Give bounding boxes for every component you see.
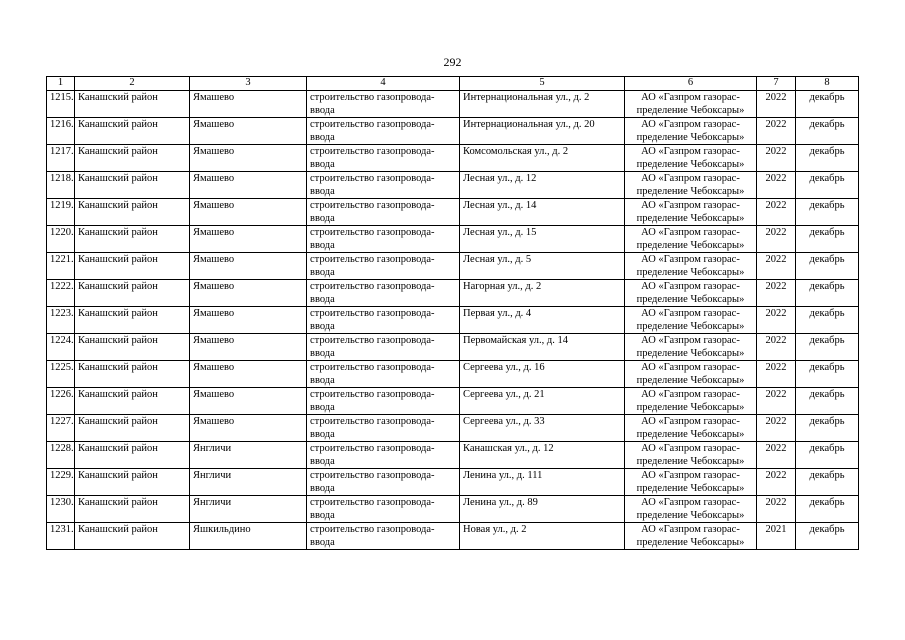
work-type-line-1: строительство газопровода- xyxy=(310,308,435,319)
month-cell: декабрь xyxy=(796,523,859,550)
organization-line-2: пределение Чебоксары» xyxy=(636,132,745,143)
year-cell: 2022 xyxy=(757,172,796,199)
work-type-line-1: строительство газопровода- xyxy=(310,389,435,400)
address-cell: Сергеева ул., д. 16 xyxy=(460,361,625,388)
row-number-cell: 1229. xyxy=(47,469,75,496)
work-type-cell xyxy=(307,307,460,334)
organization-line-1: АО «Газпром газорас- xyxy=(641,389,740,400)
work-type-cell xyxy=(307,334,460,361)
month-cell: декабрь xyxy=(796,118,859,145)
organization-line-1: АО «Газпром газорас- xyxy=(641,524,740,535)
organization-cell xyxy=(625,91,757,118)
month-cell: декабрь xyxy=(796,91,859,118)
column-header: 2 xyxy=(75,77,190,91)
month-cell: декабрь xyxy=(796,199,859,226)
row-number-cell: 1215. xyxy=(47,91,75,118)
table-row xyxy=(47,253,859,280)
row-number-cell: 1225. xyxy=(47,361,75,388)
work-type-line-2: ввода xyxy=(310,483,335,494)
work-type-cell xyxy=(307,253,460,280)
work-type-cell xyxy=(307,172,460,199)
organization-line-1: АО «Газпром газорас- xyxy=(641,254,740,265)
year-cell: 2021 xyxy=(757,523,796,550)
table-row xyxy=(47,145,859,172)
month-cell: декабрь xyxy=(796,361,859,388)
year-cell: 2022 xyxy=(757,334,796,361)
work-type-line-2: ввода xyxy=(310,267,335,278)
month-cell: декабрь xyxy=(796,388,859,415)
year-cell: 2022 xyxy=(757,442,796,469)
organization-cell xyxy=(625,442,757,469)
address-cell: Сергеева ул., д. 33 xyxy=(460,415,625,442)
month-cell: декабрь xyxy=(796,334,859,361)
settlement-cell: Ямашево xyxy=(190,361,307,388)
work-type-line-1: строительство газопровода- xyxy=(310,173,435,184)
district-cell: Канашский район xyxy=(75,307,190,334)
address-cell: Первая ул., д. 4 xyxy=(460,307,625,334)
work-type-line-2: ввода xyxy=(310,213,335,224)
work-type-cell xyxy=(307,415,460,442)
year-cell: 2022 xyxy=(757,145,796,172)
district-cell: Канашский район xyxy=(75,334,190,361)
organization-cell xyxy=(625,496,757,523)
district-cell: Канашский район xyxy=(75,253,190,280)
organization-line-2: пределение Чебоксары» xyxy=(636,159,745,170)
organization-line-1: АО «Газпром газорас- xyxy=(641,416,740,427)
work-type-line-2: ввода xyxy=(310,510,335,521)
address-cell: Интернациональная ул., д. 20 xyxy=(460,118,625,145)
organization-line-1: АО «Газпром газорас- xyxy=(641,335,740,346)
year-cell: 2022 xyxy=(757,361,796,388)
work-type-cell xyxy=(307,226,460,253)
row-number-cell: 1228. xyxy=(47,442,75,469)
settlement-cell: Ямашево xyxy=(190,253,307,280)
row-number-cell: 1217. xyxy=(47,145,75,172)
year-cell: 2022 xyxy=(757,469,796,496)
work-type-line-2: ввода xyxy=(310,105,335,116)
address-cell: Нагорная ул., д. 2 xyxy=(460,280,625,307)
district-cell: Канашский район xyxy=(75,199,190,226)
organization-line-1: АО «Газпром газорас- xyxy=(641,200,740,211)
month-cell: декабрь xyxy=(796,496,859,523)
settlement-cell: Ямашево xyxy=(190,145,307,172)
row-number-cell: 1231. xyxy=(47,523,75,550)
district-cell: Канашский район xyxy=(75,388,190,415)
address-cell: Лесная ул., д. 5 xyxy=(460,253,625,280)
page-number: 292 xyxy=(443,55,462,69)
work-type-line-2: ввода xyxy=(310,375,335,386)
organization-cell xyxy=(625,145,757,172)
row-number-cell: 1224. xyxy=(47,334,75,361)
organization-line-1: АО «Газпром газорас- xyxy=(641,92,740,103)
district-cell: Канашский район xyxy=(75,523,190,550)
table-row xyxy=(47,118,859,145)
work-type-line-1: строительство газопровода- xyxy=(310,92,435,103)
year-cell: 2022 xyxy=(757,253,796,280)
table-row xyxy=(47,442,859,469)
settlement-cell: Ямашево xyxy=(190,307,307,334)
organization-line-2: пределение Чебоксары» xyxy=(636,375,745,386)
table-row xyxy=(47,199,859,226)
column-header: 4 xyxy=(307,77,460,91)
work-type-line-1: строительство газопровода- xyxy=(310,335,435,346)
column-header: 5 xyxy=(460,77,625,91)
district-cell: Канашский район xyxy=(75,172,190,199)
work-type-line-2: ввода xyxy=(310,348,335,359)
row-number-cell: 1221. xyxy=(47,253,75,280)
year-cell: 2022 xyxy=(757,118,796,145)
settlement-cell: Ямашево xyxy=(190,334,307,361)
work-type-line-1: строительство газопровода- xyxy=(310,119,435,130)
settlement-cell: Ямашево xyxy=(190,91,307,118)
settlement-cell: Ямашево xyxy=(190,199,307,226)
month-cell: декабрь xyxy=(796,442,859,469)
work-type-cell xyxy=(307,280,460,307)
organization-line-1: АО «Газпром газорас- xyxy=(641,470,740,481)
address-cell: Ленина ул., д. 89 xyxy=(460,496,625,523)
district-cell: Канашский район xyxy=(75,361,190,388)
work-type-cell xyxy=(307,118,460,145)
month-cell: декабрь xyxy=(796,307,859,334)
row-number-cell: 1219. xyxy=(47,199,75,226)
register-table xyxy=(46,76,859,550)
organization-line-2: пределение Чебоксары» xyxy=(636,429,745,440)
settlement-cell: Ямашево xyxy=(190,280,307,307)
work-type-line-1: строительство газопровода- xyxy=(310,146,435,157)
organization-line-1: АО «Газпром газорас- xyxy=(641,227,740,238)
table-body xyxy=(47,77,859,550)
work-type-line-2: ввода xyxy=(310,402,335,413)
address-cell: Лесная ул., д. 14 xyxy=(460,199,625,226)
table-row xyxy=(47,307,859,334)
organization-line-2: пределение Чебоксары» xyxy=(636,456,745,467)
organization-line-2: пределение Чебоксары» xyxy=(636,294,745,305)
organization-line-2: пределение Чебоксары» xyxy=(636,348,745,359)
year-cell: 2022 xyxy=(757,226,796,253)
month-cell: декабрь xyxy=(796,145,859,172)
row-number-cell: 1218. xyxy=(47,172,75,199)
table-row xyxy=(47,388,859,415)
district-cell: Канашский район xyxy=(75,415,190,442)
year-cell: 2022 xyxy=(757,415,796,442)
work-type-line-2: ввода xyxy=(310,240,335,251)
organization-cell xyxy=(625,334,757,361)
work-type-line-2: ввода xyxy=(310,456,335,467)
organization-line-1: АО «Газпром газорас- xyxy=(641,497,740,508)
work-type-line-1: строительство газопровода- xyxy=(310,227,435,238)
work-type-line-1: строительство газопровода- xyxy=(310,362,435,373)
organization-cell xyxy=(625,361,757,388)
organization-line-2: пределение Чебоксары» xyxy=(636,537,745,548)
work-type-cell xyxy=(307,145,460,172)
work-type-line-1: строительство газопровода- xyxy=(310,254,435,265)
organization-line-1: АО «Газпром газорас- xyxy=(641,362,740,373)
organization-cell xyxy=(625,118,757,145)
work-type-line-1: строительство газопровода- xyxy=(310,470,435,481)
settlement-cell: Ямашево xyxy=(190,226,307,253)
settlement-cell: Ямашево xyxy=(190,388,307,415)
work-type-line-1: строительство газопровода- xyxy=(310,443,435,454)
organization-line-1: АО «Газпром газорас- xyxy=(641,173,740,184)
organization-cell xyxy=(625,226,757,253)
table-row xyxy=(47,496,859,523)
work-type-cell xyxy=(307,91,460,118)
row-number-cell: 1222. xyxy=(47,280,75,307)
organization-line-2: пределение Чебоксары» xyxy=(636,402,745,413)
work-type-line-1: строительство газопровода- xyxy=(310,200,435,211)
organization-cell xyxy=(625,388,757,415)
work-type-line-1: строительство газопровода- xyxy=(310,497,435,508)
row-number-cell: 1216. xyxy=(47,118,75,145)
month-cell: декабрь xyxy=(796,172,859,199)
organization-line-2: пределение Чебоксары» xyxy=(636,510,745,521)
work-type-cell xyxy=(307,442,460,469)
organization-cell xyxy=(625,280,757,307)
table-row xyxy=(47,415,859,442)
organization-line-1: АО «Газпром газорас- xyxy=(641,308,740,319)
month-cell: декабрь xyxy=(796,415,859,442)
address-cell: Новая ул., д. 2 xyxy=(460,523,625,550)
organization-cell xyxy=(625,172,757,199)
table-row xyxy=(47,334,859,361)
row-number-cell: 1220. xyxy=(47,226,75,253)
month-cell: декабрь xyxy=(796,253,859,280)
table-row xyxy=(47,226,859,253)
organization-line-2: пределение Чебоксары» xyxy=(636,213,745,224)
work-type-line-1: строительство газопровода- xyxy=(310,281,435,292)
column-header-row xyxy=(47,77,859,91)
work-type-line-2: ввода xyxy=(310,537,335,548)
table-row xyxy=(47,361,859,388)
column-header: 8 xyxy=(796,77,859,91)
district-cell: Канашский район xyxy=(75,469,190,496)
table-row xyxy=(47,469,859,496)
year-cell: 2022 xyxy=(757,496,796,523)
address-cell: Канашская ул., д. 12 xyxy=(460,442,625,469)
column-header: 1 xyxy=(47,77,75,91)
organization-cell xyxy=(625,523,757,550)
work-type-line-2: ввода xyxy=(310,321,335,332)
table-row xyxy=(47,523,859,550)
month-cell: декабрь xyxy=(796,280,859,307)
organization-cell xyxy=(625,199,757,226)
settlement-cell: Ямашево xyxy=(190,118,307,145)
organization-cell xyxy=(625,415,757,442)
work-type-cell xyxy=(307,199,460,226)
organization-line-2: пределение Чебоксары» xyxy=(636,240,745,251)
organization-line-1: АО «Газпром газорас- xyxy=(641,146,740,157)
address-cell: Интернациональная ул., д. 2 xyxy=(460,91,625,118)
settlement-cell: Яшкильдино xyxy=(190,523,307,550)
year-cell: 2022 xyxy=(757,199,796,226)
organization-line-2: пределение Чебоксары» xyxy=(636,321,745,332)
work-type-line-2: ввода xyxy=(310,186,335,197)
organization-line-2: пределение Чебоксары» xyxy=(636,105,745,116)
district-cell: Канашский район xyxy=(75,280,190,307)
address-cell: Ленина ул., д. 111 xyxy=(460,469,625,496)
settlement-cell: Янгличи xyxy=(190,442,307,469)
month-cell: декабрь xyxy=(796,226,859,253)
year-cell: 2022 xyxy=(757,307,796,334)
address-cell: Лесная ул., д. 15 xyxy=(460,226,625,253)
organization-line-1: АО «Газпром газорас- xyxy=(641,443,740,454)
settlement-cell: Ямашево xyxy=(190,172,307,199)
organization-cell xyxy=(625,469,757,496)
work-type-cell xyxy=(307,523,460,550)
row-number-cell: 1227. xyxy=(47,415,75,442)
column-header: 7 xyxy=(757,77,796,91)
district-cell: Канашский район xyxy=(75,496,190,523)
row-number-cell: 1226. xyxy=(47,388,75,415)
work-type-cell xyxy=(307,496,460,523)
work-type-cell xyxy=(307,361,460,388)
address-cell: Первомайская ул., д. 14 xyxy=(460,334,625,361)
address-cell: Сергеева ул., д. 21 xyxy=(460,388,625,415)
row-number-cell: 1230. xyxy=(47,496,75,523)
address-cell: Лесная ул., д. 12 xyxy=(460,172,625,199)
column-header: 3 xyxy=(190,77,307,91)
organization-cell xyxy=(625,253,757,280)
district-cell: Канашский район xyxy=(75,118,190,145)
table-row xyxy=(47,280,859,307)
work-type-line-2: ввода xyxy=(310,159,335,170)
year-cell: 2022 xyxy=(757,280,796,307)
work-type-line-1: строительство газопровода- xyxy=(310,416,435,427)
work-type-line-1: строительство газопровода- xyxy=(310,524,435,535)
district-cell: Канашский район xyxy=(75,145,190,172)
organization-line-2: пределение Чебоксары» xyxy=(636,267,745,278)
district-cell: Канашский район xyxy=(75,226,190,253)
organization-cell xyxy=(625,307,757,334)
district-cell: Канашский район xyxy=(75,442,190,469)
organization-line-1: АО «Газпром газорас- xyxy=(641,281,740,292)
work-type-line-2: ввода xyxy=(310,294,335,305)
address-cell: Комсомольская ул., д. 2 xyxy=(460,145,625,172)
year-cell: 2022 xyxy=(757,388,796,415)
month-cell: декабрь xyxy=(796,469,859,496)
table-row xyxy=(47,172,859,199)
settlement-cell: Янгличи xyxy=(190,496,307,523)
column-header: 6 xyxy=(625,77,757,91)
settlement-cell: Янгличи xyxy=(190,469,307,496)
row-number-cell: 1223. xyxy=(47,307,75,334)
settlement-cell: Ямашево xyxy=(190,415,307,442)
organization-line-1: АО «Газпром газорас- xyxy=(641,119,740,130)
organization-line-2: пределение Чебоксары» xyxy=(636,186,745,197)
year-cell: 2022 xyxy=(757,91,796,118)
work-type-cell xyxy=(307,469,460,496)
district-cell: Канашский район xyxy=(75,91,190,118)
table-row xyxy=(47,91,859,118)
work-type-line-2: ввода xyxy=(310,429,335,440)
work-type-cell xyxy=(307,388,460,415)
organization-line-2: пределение Чебоксары» xyxy=(636,483,745,494)
work-type-line-2: ввода xyxy=(310,132,335,143)
